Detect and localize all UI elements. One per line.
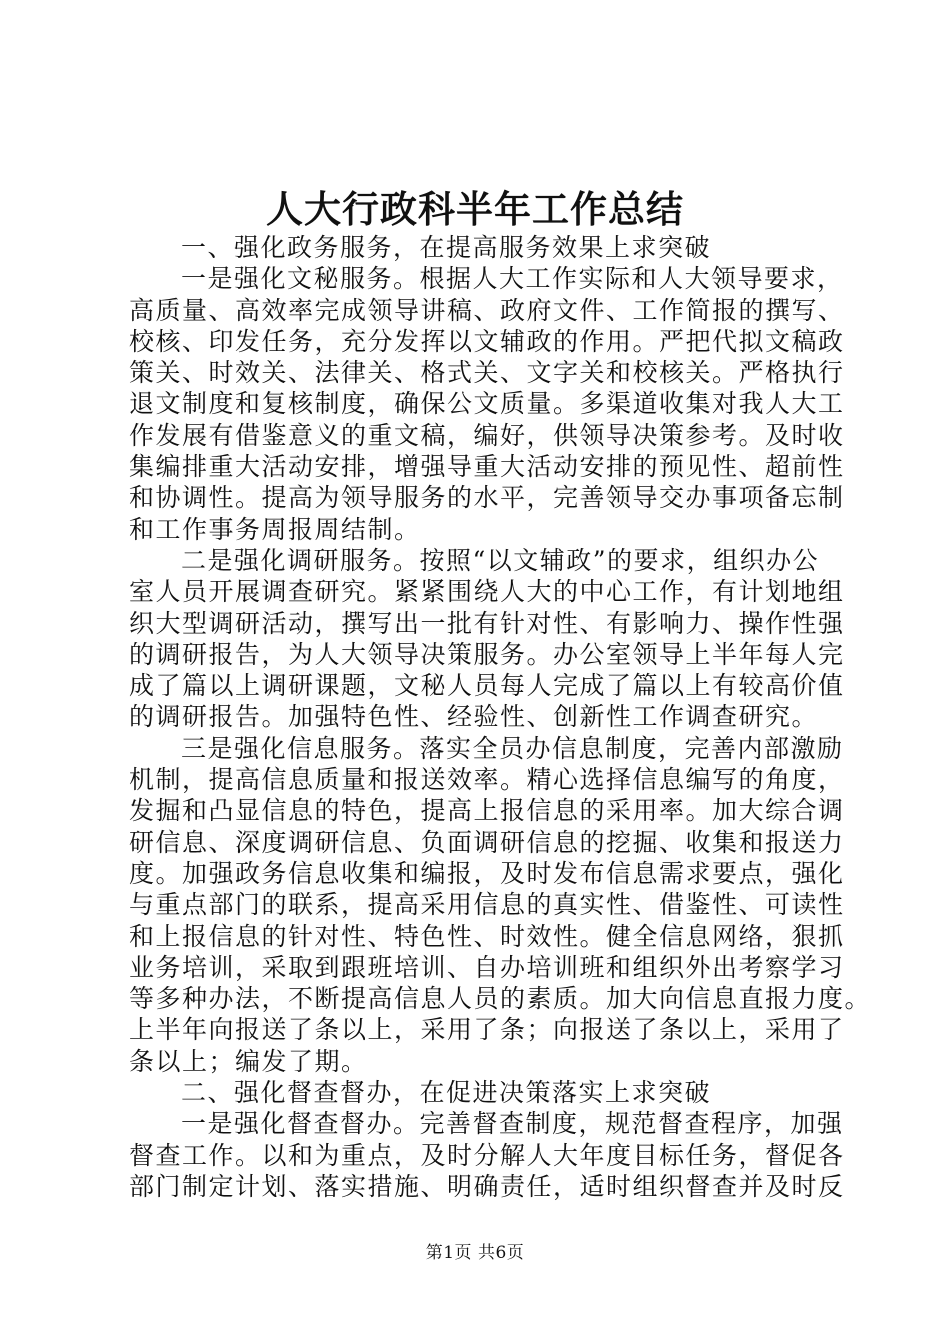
body-line: 一是强化督查督办。完善督查制度，规范督查程序，加强 (181, 1109, 844, 1139)
body-line: 机制，提高信息质量和报送效率。精心选择信息编写的角度， (129, 765, 845, 795)
body-line: 作发展有借鉴意义的重文稿，编好，供领导决策参考。及时收 (129, 420, 845, 450)
body-line: 校核、印发任务，充分发挥以文辅政的作用。严把代拟文稿政 (129, 326, 845, 356)
body-line: 三是强化信息服务。落实全员办信息制度，完善内部激励 (181, 733, 844, 763)
body-line: 部门制定计划、落实措施、明确责任，适时组织督查并及时反 (129, 1171, 845, 1201)
body-line: 和协调性。提高为领导服务的水平，完善领导交办事项备忘制 (129, 483, 845, 513)
body-line: 上半年向报送了条以上，采用了条；向报送了条以上，采用了 (129, 1015, 845, 1045)
body-line: 和上报信息的针对性、特色性、时效性。健全信息网络，狠抓 (129, 921, 845, 951)
body-line: 成了篇以上调研课题，文秘人员每人完成了篇以上有较高价值 (129, 671, 845, 701)
body-line: 二是强化调研服务。按照“以文辅政”的要求，组织办公 (181, 545, 820, 575)
body-line: 室人员开展调查研究。紧紧围绕人大的中心工作，有计划地组 (129, 577, 845, 607)
body-line: 织大型调研活动，撰写出一批有针对性、有影响力、操作性强 (129, 608, 845, 638)
body-line: 度。加强政务信息收集和编报，及时发布信息需求要点，强化 (129, 858, 845, 888)
body-line: 策关、时效关、法律关、格式关、文字关和校核关。严格执行 (129, 358, 845, 388)
body-line: 的调研报告，为人大领导决策服务。办公室领导上半年每人完 (129, 639, 845, 669)
body-line: 和工作事务周报周结制。 (129, 514, 421, 544)
body-line: 集编排重大活动安排，增强导重大活动安排的预见性、超前性 (129, 452, 845, 482)
body-line: 一、强化政务服务，在提高服务效果上求突破 (181, 233, 712, 262)
document-body (129, 232, 872, 1202)
body-line: 条以上；编发了期。 (129, 1046, 368, 1076)
document-title: 人大行政科半年工作总结 (266, 187, 684, 231)
body-line: 二、强化督查督办，在促进决策落实上求突破 (181, 1078, 712, 1108)
body-line: 等多种办法，不断提高信息人员的素质。加大向信息直报力度。 (129, 984, 872, 1014)
body-line: 业务培训，采取到跟班培训、自办培训班和组织外出考察学习 (129, 952, 845, 982)
body-line: 高质量、高效率完成领导讲稿、政府文件、工作简报的撰写、 (129, 295, 845, 325)
body-line: 退文制度和复核制度，确保公文质量。多渠道收集对我人大工 (129, 389, 845, 419)
body-line: 督查工作。以和为重点，及时分解人大年度目标任务，督促各 (129, 1140, 845, 1170)
body-line: 发掘和凸显信息的特色，提高上报信息的采用率。加大综合调 (129, 796, 845, 826)
page-footer: 第1页 共6页 (425, 1243, 525, 1263)
body-line: 一是强化文秘服务。根据人大工作实际和人大领导要求， (181, 264, 844, 294)
body-line: 研信息、深度调研信息、负面调研信息的挖掘、收集和报送力 (129, 827, 845, 857)
body-line: 与重点部门的联系，提高采用信息的真实性、借鉴性、可读性 (129, 890, 845, 920)
body-line: 的调研报告。加强特色性、经验性、创新性工作调查研究。 (129, 702, 819, 732)
